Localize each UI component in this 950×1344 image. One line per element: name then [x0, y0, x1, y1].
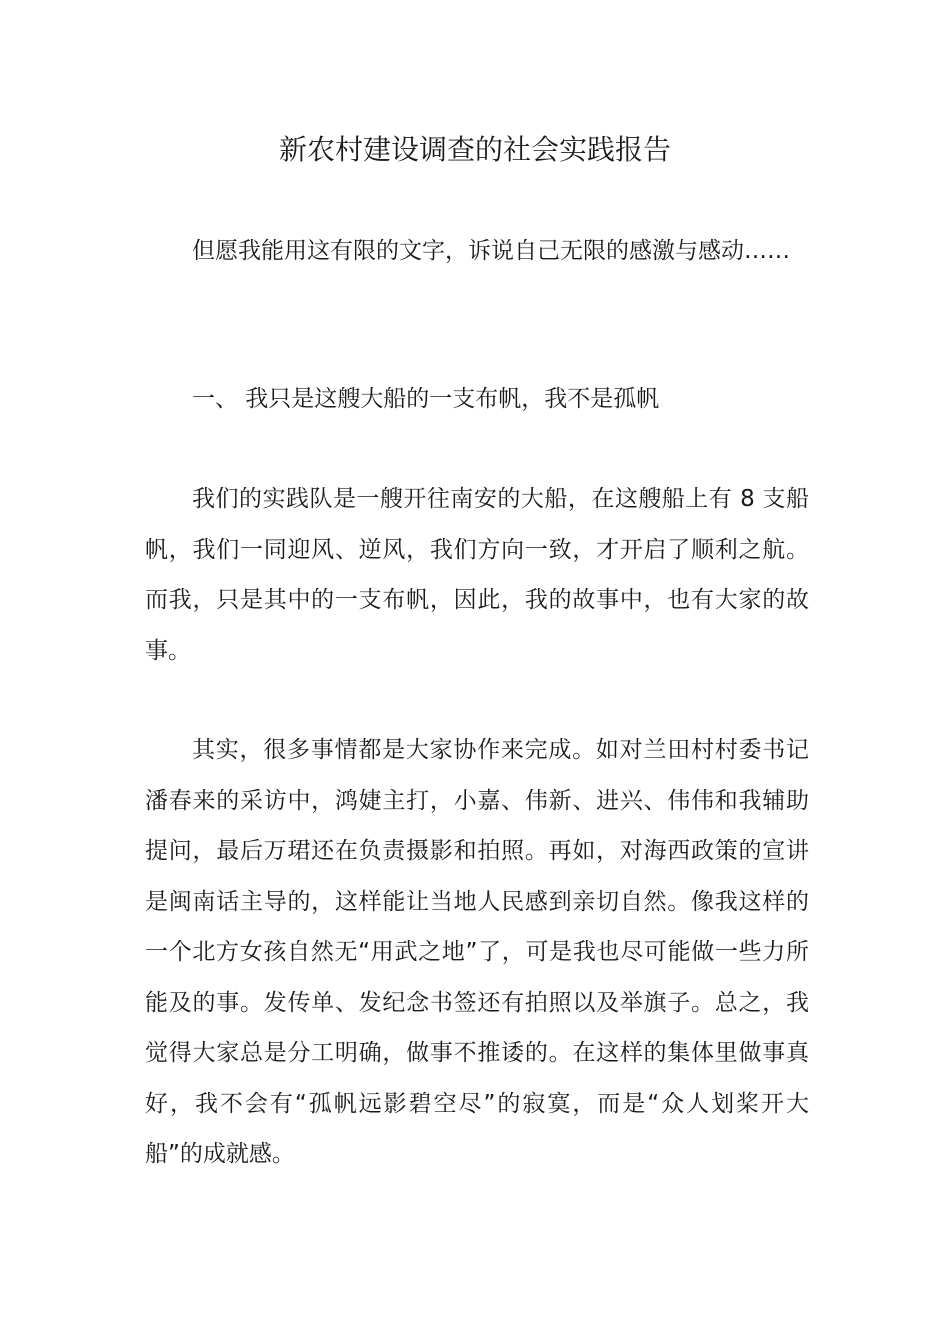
- body-paragraph-1: 我们的实践队是一艘开往南安的大船，在这艘船上有 8 支船帆，我们一同迎风、逆风，我们方向一致，才开启了顺利之航。而我，只是其中的一支布帆，因此，我的故事中，也有大家的故事。: [145, 486, 809, 664]
- section-heading: 一、 我只是这艘大船的一支布帆，我不是孤帆: [192, 386, 660, 412]
- intro-paragraph: 但愿我能用这有限的文字，诉说自己无限的感激与感动……: [192, 238, 790, 264]
- document-title: 新农村建设调查的社会实践报告: [278, 133, 671, 166]
- body-paragraph-2: 其实，很多事情都是大家协作来完成。如对兰田村村委书记潘春来的采访中，鸿婕主打，小嘉、伟新、进兴、伟伟和我辅助提问，最后万珺还在负责摄影和拍照。再如，对海西政策的宣讲是闽南话主导的，这样能让当地人民感到亲切自然。像我这样的一个北方女孩自然无“用武之地”了，可是我也尽可能做一些力所能及的事。发传单、发纪念书签还有拍照以及举旗子。总之，我觉得大家总是分工明确，做事不推诿的。在这样的集体里做事真好，我不会有“孤帆远影碧空尽”的寂寞，而是“众人划桨开大船”的成就感。: [145, 737, 809, 1167]
